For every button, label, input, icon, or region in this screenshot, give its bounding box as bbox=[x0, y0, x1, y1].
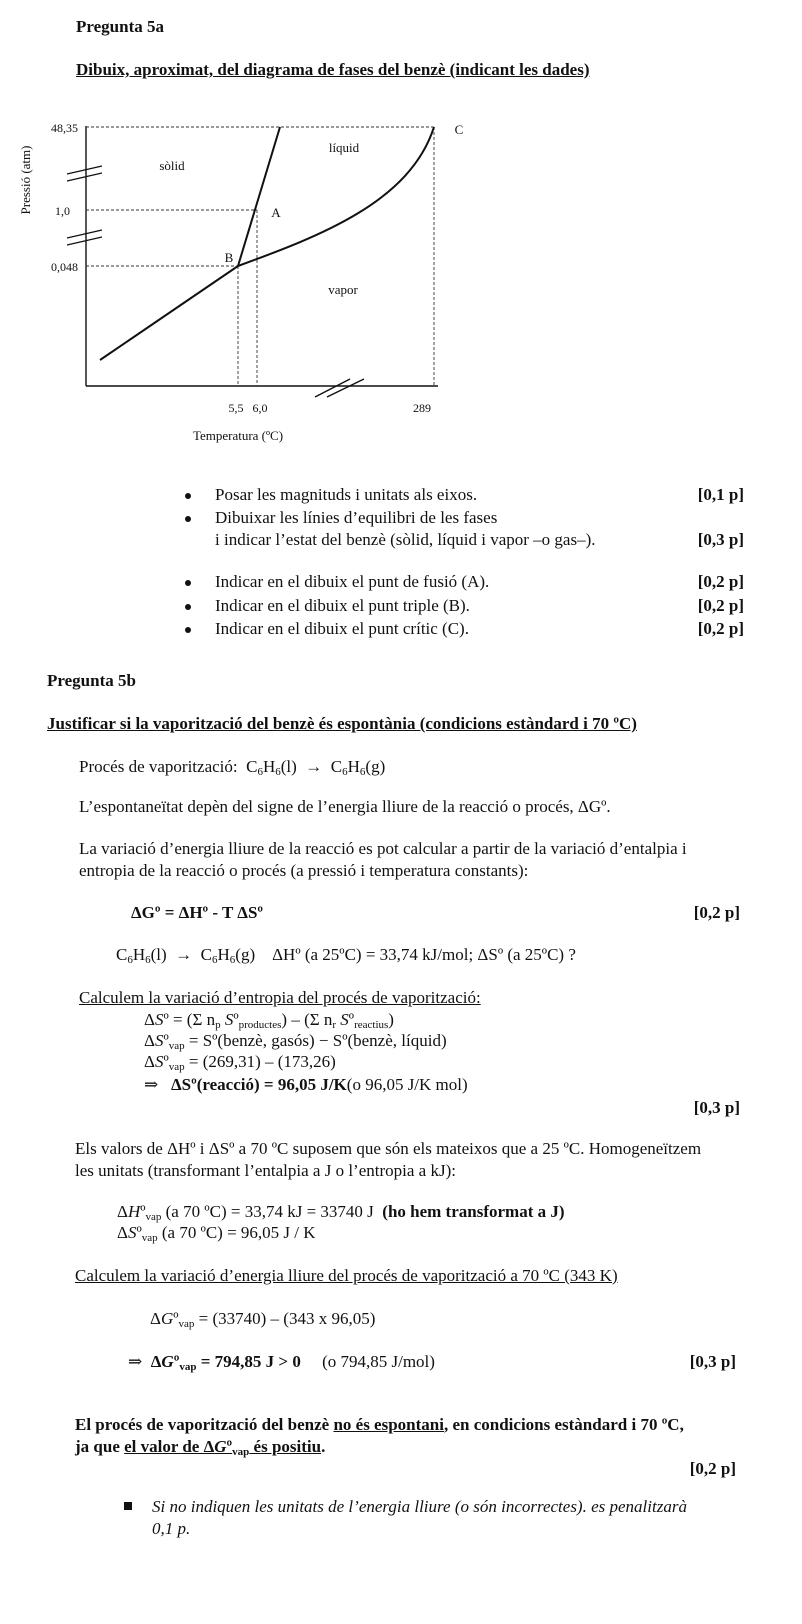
entropy-sub-products: productes bbox=[238, 1019, 282, 1031]
entropy-sub-reactants: reactius bbox=[354, 1019, 389, 1031]
process-equation: Procés de vaporització: $C_6H_6(l) \to C_6H_6(g)$ bbox=[79, 757, 386, 778]
gibbs-calculation: ΔGº$_{vap}$ = (33740) – (343 x 96,05) bbox=[150, 1309, 376, 1330]
conclusion-points: [0,2 p] bbox=[689, 1459, 736, 1478]
entropy-line3: = (269,31) – (173,26) bbox=[188, 1052, 336, 1071]
enthalpy-70-note: (ho hem transformat a J) bbox=[382, 1202, 565, 1221]
entropy-substitution: ΔSº$_{vap}$ = Sº(benzè, gasós) − Sº(benzè, líquid) bbox=[144, 1031, 447, 1052]
region-label-liquid: líquid bbox=[328, 140, 360, 155]
variation-text-line2: entropia de la reacció o procés (a pressió i temperatura constants): bbox=[79, 861, 529, 880]
point-label-c: C bbox=[454, 122, 464, 137]
question-5a-subtitle: Dibuix, aproximat, del diagrama de fases del benzè (indicant les dades) bbox=[76, 60, 590, 79]
x-axis-label: Temperatura (ºC) bbox=[192, 428, 284, 443]
entropy-formula: ΔSº = (Σ $n_p$ Sº$_{productes}$) – (Σ $n_r$ Sº$_{reactius}$) bbox=[144, 1010, 394, 1031]
point-label-a: A bbox=[271, 205, 281, 220]
gibbs-result-points: [0,3 p] bbox=[689, 1352, 736, 1371]
enthalpy-70-value: (a 70 ºC) = 33,74 kJ = 33740 J bbox=[165, 1202, 374, 1221]
criteria-item bbox=[215, 619, 469, 639]
entropy-result-alt: (o 96,05 J/K mol) bbox=[346, 1075, 468, 1094]
process-label: Procés de vaporització: bbox=[79, 757, 238, 776]
y-tick-label: 0,048 bbox=[51, 260, 78, 274]
criteria-text: Indicar en el dibuix el punt crític (C). bbox=[215, 619, 469, 638]
entropy-result-line: ⇒ ΔSº(reacció) = 96,05 J/K(o 96,05 J/K mol) bbox=[144, 1075, 468, 1094]
note-bullet-icon bbox=[124, 1502, 132, 1510]
spontaneity-text: L’espontaneïtat depèn del signe de l’energia lliure de la reacció o procés, ΔGº. bbox=[79, 797, 611, 816]
criteria-points: [0,3 p] bbox=[697, 530, 744, 549]
enthalpy-70: ΔHº$_{vap}$ (a 70 ºC) = 33,74 kJ = 33740 J (ho hem transformat a J) bbox=[117, 1202, 565, 1223]
y-axis-break-upper bbox=[67, 166, 102, 181]
variation-text-line1: La variació d’energia lliure de la reacció es pot calcular a partir de la variació d’entalpia i bbox=[79, 839, 687, 858]
gibbs-result: = 794,85 J > 0 bbox=[200, 1352, 301, 1371]
point-label-b: B bbox=[224, 250, 234, 265]
enthalpy-data-line: $C_6H_6(l) \to C_6H_6(g)$ ΔHº (a 25ºC) = 33,74 kJ/mol; ΔSº (a 25ºC) ? bbox=[116, 945, 576, 966]
entropy-70-value: (a 70 ºC) = 96,05 J / K bbox=[161, 1223, 316, 1242]
x-tick-label: 6,0 bbox=[252, 401, 268, 415]
region-label-solid: sòlid bbox=[159, 158, 185, 173]
entropy-result: ΔSº(reacció) = 96,05 J/K bbox=[171, 1075, 347, 1094]
assumption-line2: les unitats (transformant l’entalpia a J o l’entropia a kJ): bbox=[75, 1161, 456, 1180]
criteria-text: Indicar en el dibuix el punt de fusió (A). bbox=[215, 572, 490, 591]
question-5b-subtitle: Justificar si la vaporització del benzè és espontània (condicions estàndard i 70 ºC) bbox=[47, 714, 637, 733]
criteria-item bbox=[215, 485, 477, 505]
gibbs-calc-value: = (33740) – (343 x 96,05) bbox=[198, 1309, 376, 1328]
y-axis-break-lower bbox=[67, 230, 102, 245]
criteria-item bbox=[215, 596, 470, 616]
entropy-values: ΔSº$_{vap}$ = (269,31) – (173,26) bbox=[144, 1052, 336, 1073]
gibbs-equation: ΔGº = ΔHº - T ΔSº bbox=[131, 903, 264, 922]
criteria-points: [0,2 p] bbox=[697, 572, 744, 591]
region-label-vapor: vapor bbox=[328, 282, 358, 297]
gibbs-equation-points: [0,2 p] bbox=[693, 903, 740, 922]
criteria-points: [0,2 p] bbox=[697, 619, 744, 638]
assumption-line1: Els valors de ΔHº i ΔSº a 70 ºC suposem que són els mateixos que a 25 ºC. Homogeneïtzem bbox=[75, 1139, 702, 1158]
question-5a-title: Pregunta 5a bbox=[76, 17, 164, 36]
x-tick-label: 289 bbox=[413, 401, 431, 415]
criteria-text: Dibuixar les línies d’equilibri de les fases bbox=[215, 508, 498, 527]
criteria-points: [0,1 p] bbox=[697, 485, 744, 504]
y-axis-label: Pressió (atm) bbox=[18, 145, 33, 215]
enthalpy-data-values: ΔHº (a 25ºC) = 33,74 kJ/mol; ΔSº (a 25ºC) ? bbox=[272, 945, 576, 964]
conclusion-line2: ja que el valor de ΔGº$_{vap}$ és positiu. bbox=[75, 1437, 326, 1458]
conclusion-line1: El procés de vaporització del benzè no és espontani, en condicions estàndard i 70 ºC, bbox=[75, 1415, 684, 1434]
guide-lines bbox=[86, 127, 434, 386]
fusion-curve bbox=[238, 127, 280, 266]
entropy-line2: = Sº(benzè, gasós) − Sº(benzè, líquid) bbox=[188, 1031, 447, 1050]
note-line2: 0,1 p. bbox=[152, 1519, 191, 1538]
question-5b-title: Pregunta 5b bbox=[47, 671, 136, 690]
gibbs-result-line: ⇒ ΔGº$_{vap}$ = 794,85 J > 0 (o 794,85 J/mol) bbox=[128, 1352, 435, 1373]
criteria-text: Posar les magnituds i unitats als eixos. bbox=[215, 485, 478, 504]
criteria-text: Indicar en el dibuix el punt triple (B). bbox=[215, 596, 470, 615]
x-axis-break bbox=[315, 379, 364, 397]
criteria-text-continued: i indicar l’estat del benzè (sòlid, líquid i vapor –o gas–). bbox=[215, 530, 596, 549]
y-tick-label: 48,35 bbox=[51, 121, 78, 135]
gibbs-heading: Calculem la variació d’energia lliure del procés de vaporització a 70 ºC (343 K) bbox=[75, 1266, 618, 1285]
entropy-points: [0,3 p] bbox=[693, 1098, 740, 1117]
note-line1: Si no indiquen les unitats de l’energia lliure (o són incorrectes). es penalitzarà bbox=[152, 1497, 687, 1516]
criteria-points: [0,2 p] bbox=[697, 596, 744, 615]
phase-diagram bbox=[0, 110, 520, 450]
entropy-70: ΔSº$_{vap}$ (a 70 ºC) = 96,05 J / K bbox=[117, 1223, 316, 1244]
gibbs-result-alt: (o 794,85 J/mol) bbox=[322, 1352, 435, 1371]
sublimation-curve bbox=[100, 266, 238, 360]
criteria-item bbox=[215, 572, 489, 592]
y-tick-label: 1,0 bbox=[55, 204, 70, 218]
criteria-item bbox=[215, 508, 497, 528]
x-tick-label: 5,5 bbox=[228, 401, 244, 415]
entropy-heading: Calculem la variació d’entropia del procés de vaporització: bbox=[79, 988, 481, 1007]
